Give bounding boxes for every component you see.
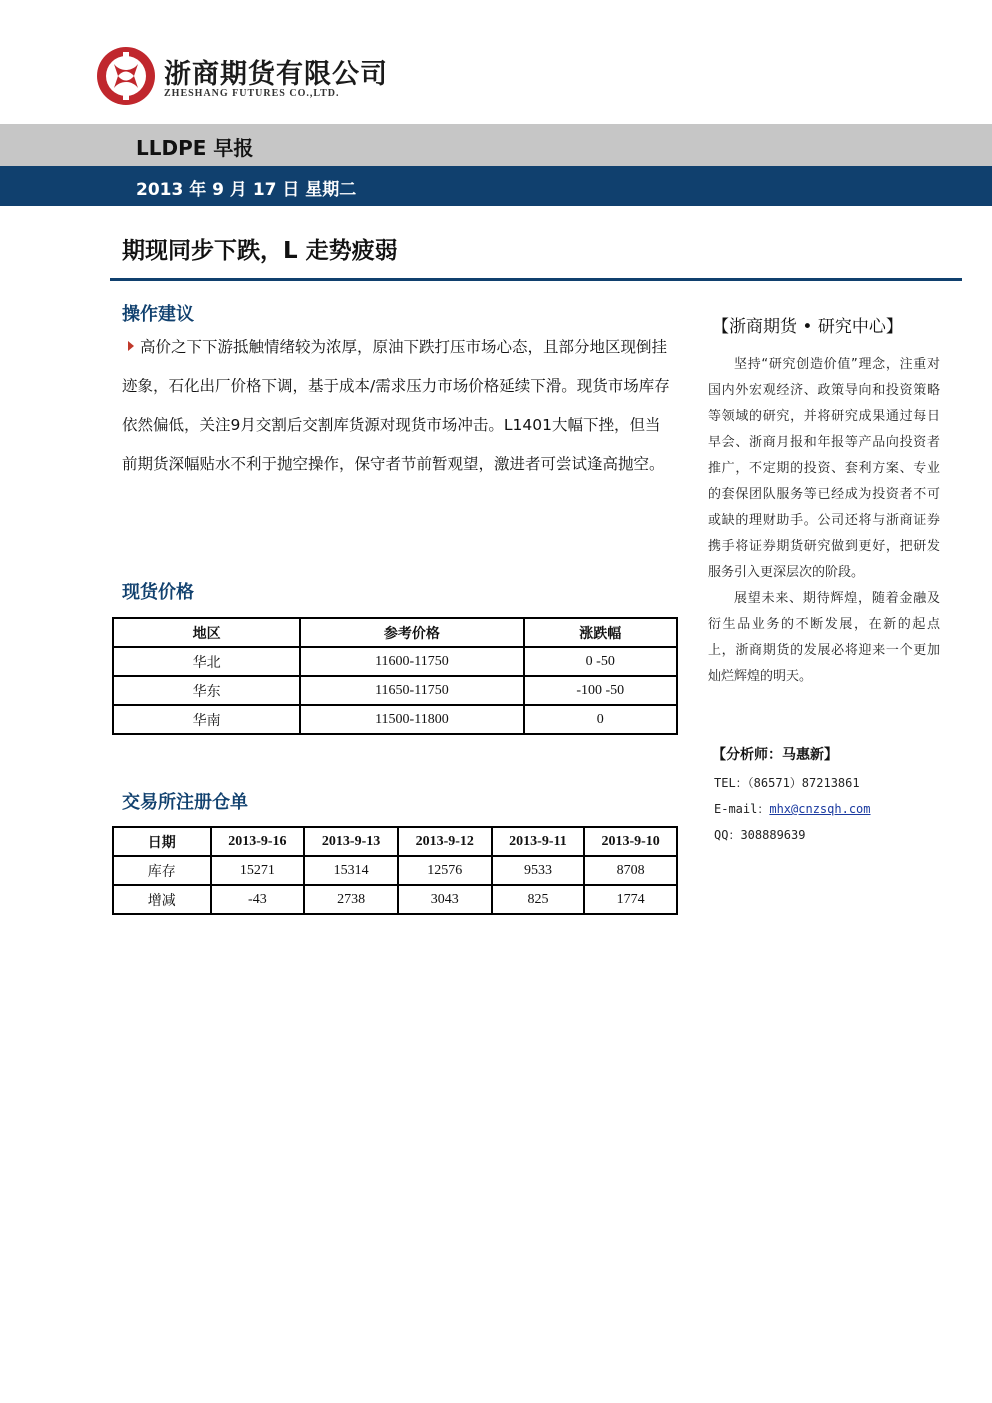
value-cell: 1774 — [584, 885, 677, 914]
region-cell: 华南 — [113, 705, 300, 734]
advice-text: 高价之下下游抵触情绪较为浓厚，原油下跌打压市场心态，且部分地区现倒挂迹象，石化出厂价格下调，基于成本/需求压力市场价格延续下滑。现货市场库存依然偏低，关注9月交割后交割库货源对现货市场冲击。L1401大幅下挫，但当前期货深幅贴水不利于抛空操作，保守者节前暂观望，激进者可尝试逢高抛空。 — [122, 338, 670, 473]
sidebar-paragraph: 坚持“研究创造价值”理念，注重对国内外宏观经济、政策导向和投资策略等领域的研究，并将研究成果通过每日早会、浙商月报和年报等产品向投资者推广，不定期的投资、套利方案、专业的套保团队服务等已经成为投资者不可或缺的理财助手。公司还将与浙商证券携手将证券期货研究做到更好，把研发服务引入更深层次的阶段。 — [708, 357, 940, 580]
header-cell: 2013-9-16 — [211, 827, 305, 856]
headline-divider — [110, 278, 962, 281]
header-cell: 地区 — [113, 618, 300, 647]
table-row — [113, 676, 677, 705]
value-cell: 12576 — [398, 856, 492, 885]
sidebar-title: 【浙商期货 • 研究中心】 — [712, 317, 903, 337]
report-date-band — [0, 166, 992, 206]
sidebar-paragraph: 展望未来、期待辉煌，随着金融及衍生品业务的不断发展，在新的起点上，浙商期货的发展必将迎来一个更加灿烂辉煌的明天。 — [708, 591, 940, 684]
registry-table — [112, 826, 678, 915]
row-label-cell: 库存 — [113, 856, 211, 885]
spot-title: 现货价格 — [122, 582, 194, 603]
table-row — [113, 705, 677, 734]
value-cell: 3043 — [398, 885, 492, 914]
value-cell: -43 — [211, 885, 305, 914]
registry-title: 交易所注册仓单 — [122, 792, 248, 813]
row-label-cell: 增减 — [113, 885, 211, 914]
header-cell: 日期 — [113, 827, 211, 856]
email-link[interactable]: mhx@cnzsqh.com — [769, 802, 871, 816]
price-cell: 11650-11750 — [300, 676, 523, 705]
sidebar-body — [708, 352, 940, 690]
company-name-en: ZHESHANG FUTURES CO.,LTD. — [164, 88, 340, 99]
value-cell: 9533 — [492, 856, 585, 885]
value-cell: 2738 — [304, 885, 398, 914]
company-name-cn: 浙商期货有限公司 — [164, 59, 388, 90]
company-logo-icon — [96, 46, 156, 106]
table-row — [113, 647, 677, 676]
table-row — [113, 885, 677, 914]
price-cell: 11500-11800 — [300, 705, 523, 734]
value-cell: 8708 — [584, 856, 677, 885]
change-cell: 0 -50 — [524, 647, 677, 676]
value-cell: 825 — [492, 885, 585, 914]
header-cell: 涨跌幅 — [524, 618, 677, 647]
advice-paragraph — [122, 328, 672, 484]
header-cell: 参考价格 — [300, 618, 523, 647]
change-cell: -100 -50 — [524, 676, 677, 705]
header-cell: 2013-9-10 — [584, 827, 677, 856]
table-header-row — [113, 827, 677, 856]
advice-title: 操作建议 — [122, 304, 194, 325]
analyst-tel: TEL：（86571）87213861 — [714, 776, 860, 790]
analyst-email-line — [714, 800, 871, 817]
header-cell: 2013-9-13 — [304, 827, 398, 856]
report-date: 2013 年 9 月 17 日 星期二 — [136, 180, 357, 200]
email-label: E-mail： — [714, 802, 770, 816]
header-cell: 2013-9-12 — [398, 827, 492, 856]
spot-price-table — [112, 617, 678, 735]
analyst-qq: QQ：308889639 — [714, 828, 806, 842]
table-row — [113, 856, 677, 885]
table-header-row — [113, 618, 677, 647]
report-type: LLDPE 早报 — [136, 136, 254, 160]
report-type-band — [0, 124, 992, 166]
value-cell: 15314 — [304, 856, 398, 885]
header-cell: 2013-9-11 — [492, 827, 585, 856]
change-cell: 0 — [524, 705, 677, 734]
price-cell: 11600-11750 — [300, 647, 523, 676]
region-cell: 华东 — [113, 676, 300, 705]
region-cell: 华北 — [113, 647, 300, 676]
bullet-arrow-icon — [128, 341, 134, 351]
value-cell: 15271 — [211, 856, 305, 885]
report-headline: 期现同步下跌，L 走势疲弱 — [122, 238, 398, 264]
analyst-heading: 【分析师：马惠新】 — [712, 747, 838, 763]
